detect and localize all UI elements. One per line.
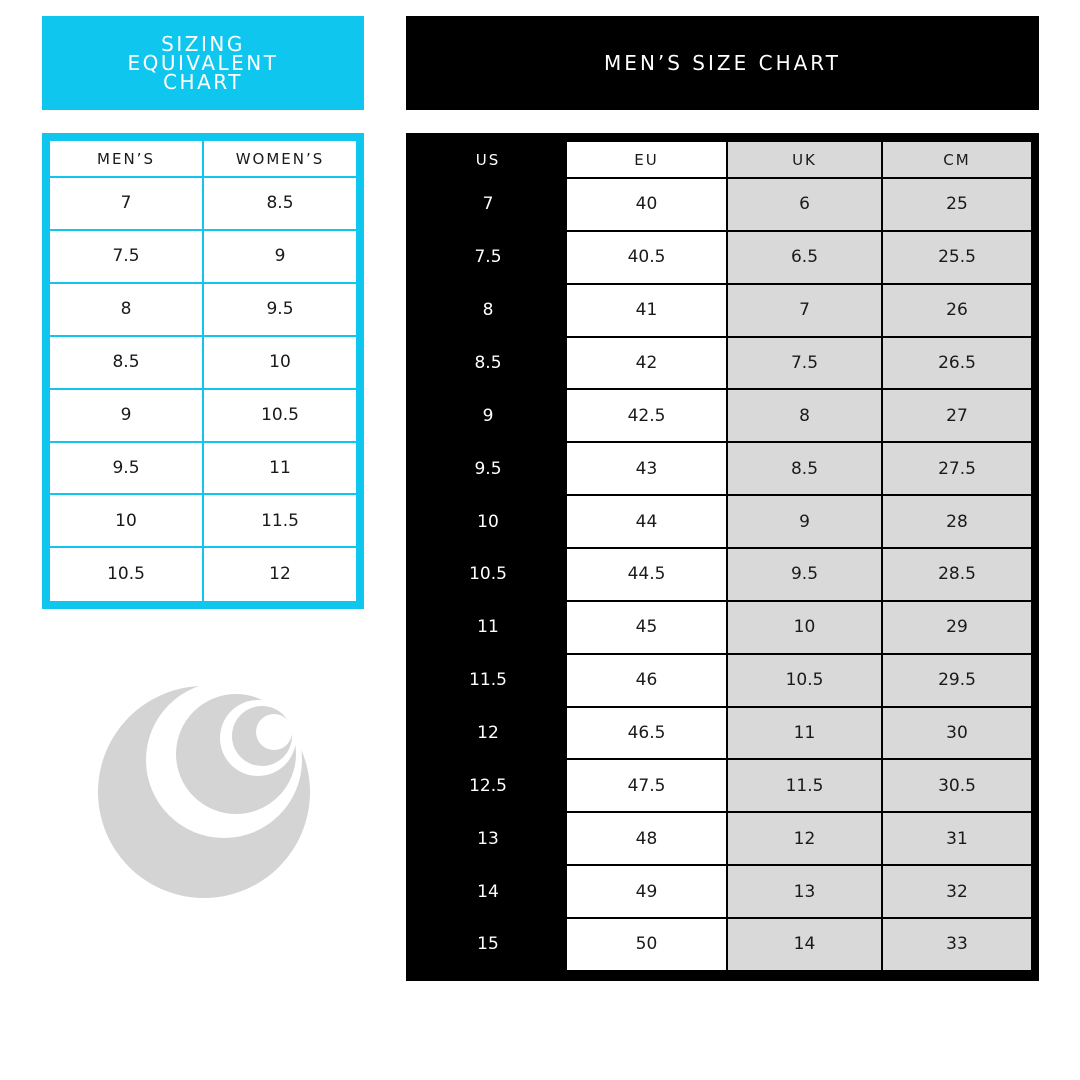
size-cell-uk: 12 (793, 828, 816, 849)
equivalent-cell-womens: 11 (269, 457, 291, 478)
size-cell-cm: 29.5 (938, 670, 976, 691)
mens-size-chart-title: MEN’S SIZE CHART (406, 16, 1039, 110)
size-cell-uk: 14 (793, 934, 816, 955)
equivalent-row-divider (50, 335, 356, 337)
size-cell-cm: 25 (946, 194, 968, 215)
size-cell-eu: 41 (635, 300, 658, 321)
size-cell-cm: 27.5 (938, 458, 976, 479)
size-cell-cm: 26 (946, 300, 968, 321)
equivalent-cell-mens: 8 (120, 299, 132, 320)
equivalent-cell-mens: 9.5 (112, 457, 140, 478)
size-header-us: US (475, 150, 501, 169)
size-cell-cm: 31 (946, 828, 968, 849)
equivalent-row-divider (50, 441, 356, 443)
size-cell-cm: 32 (946, 881, 968, 902)
size-cell-uk: 8.5 (790, 458, 819, 479)
size-cell-eu: 45 (635, 617, 658, 638)
size-cell-eu: 44.5 (627, 564, 666, 585)
size-cell-eu: 43 (635, 458, 658, 479)
size-cell-cm: 26.5 (938, 353, 976, 373)
equivalent-cell-womens: 11.5 (261, 510, 299, 531)
size-cell-eu: 48 (635, 828, 658, 849)
size-cell-cm: 30 (946, 723, 968, 744)
size-cell-eu: 47.5 (627, 775, 666, 796)
size-cell-cm: 29 (946, 617, 968, 638)
equivalent-cell-womens: 10.5 (261, 405, 299, 426)
size-cell-cm: 30.5 (938, 775, 976, 796)
size-cell-us: 7.5 (474, 247, 502, 268)
equivalent-cell-womens: 12 (269, 563, 291, 584)
size-cell-uk: 10.5 (785, 670, 824, 691)
equivalent-row-divider (50, 282, 356, 284)
equivalent-cell-womens: 9.5 (266, 299, 294, 320)
size-cell-us: 8 (482, 300, 494, 321)
equivalent-row-divider (50, 493, 356, 495)
size-cell-uk: 11.5 (785, 775, 824, 796)
size-cell-eu: 42.5 (627, 405, 666, 426)
equivalent-row-divider (50, 388, 356, 390)
size-cell-uk: 6 (799, 194, 810, 215)
equivalent-cell-mens: 9 (120, 405, 132, 426)
size-cell-us: 12 (477, 723, 499, 744)
equivalent-cell-womens: 8.5 (266, 193, 294, 214)
size-cell-us: 15 (477, 934, 499, 955)
size-cell-us: 9.5 (474, 458, 502, 479)
equivalent-table (50, 141, 356, 601)
size-cell-us: 12.5 (469, 775, 507, 796)
size-cell-uk: 6.5 (790, 247, 819, 268)
size-cell-uk: 11 (793, 723, 816, 744)
equivalent-divider (202, 141, 204, 601)
size-cell-eu: 50 (635, 934, 658, 955)
size-cell-us: 11 (477, 617, 499, 638)
size-cell-us: 14 (477, 881, 499, 902)
size-cell-cm: 33 (946, 934, 968, 955)
size-cell-uk: 9 (799, 511, 810, 532)
equivalent-row-divider (50, 546, 356, 548)
size-cell-eu: 46.5 (627, 723, 666, 744)
equivalent-cell-mens: 10 (115, 510, 137, 531)
size-cell-us: 10 (477, 511, 499, 532)
equivalent-cell-womens: 10 (269, 352, 291, 373)
size-cell-us: 7 (482, 194, 494, 215)
size-cell-eu: 40 (635, 194, 658, 215)
size-cell-uk: 7 (799, 300, 810, 321)
size-cell-us: 8.5 (474, 353, 502, 373)
size-cell-eu: 46 (635, 670, 658, 691)
equivalent-cell-womens: 9 (274, 246, 286, 267)
size-cell-us: 9 (482, 405, 494, 426)
equivalent-header-mens: MEN’S (97, 149, 155, 168)
size-cell-eu: 40.5 (627, 247, 666, 268)
equivalent-cell-mens: 7.5 (112, 246, 140, 267)
equivalent-cell-mens: 10.5 (107, 563, 145, 584)
crescent-moon-logo-icon (98, 684, 318, 904)
size-header-eu: EU (634, 150, 659, 169)
size-cell-cm: 25.5 (938, 247, 976, 268)
size-cell-eu: 42 (635, 353, 658, 373)
equivalent-header-womens: WOMEN’S (235, 149, 325, 168)
size-cell-cm: 27 (946, 405, 968, 426)
size-cell-cm: 28 (946, 511, 968, 532)
equivalent-row-divider (50, 176, 356, 178)
size-cell-uk: 8 (799, 405, 810, 426)
equivalent-cell-mens: 8.5 (112, 352, 140, 373)
size-cell-uk: 13 (793, 881, 816, 902)
size-cell-eu: 44 (635, 511, 658, 532)
size-cell-cm: 28.5 (938, 564, 976, 585)
size-cell-uk: 7.5 (790, 353, 819, 373)
size-cell-eu: 49 (635, 881, 658, 902)
equivalent-cell-mens: 7 (120, 193, 132, 214)
size-cell-uk: 9.5 (790, 564, 819, 585)
equivalent-chart-title: SIZING EQUIVALENT CHART (42, 16, 364, 110)
size-header-uk: UK (792, 150, 817, 169)
size-cell-us: 13 (477, 828, 499, 849)
size-cell-us: 11.5 (469, 670, 507, 691)
equivalent-row-divider (50, 229, 356, 231)
size-cell-uk: 10 (793, 617, 816, 638)
size-cell-us: 10.5 (469, 564, 507, 585)
size-header-cm: CM (943, 150, 971, 169)
